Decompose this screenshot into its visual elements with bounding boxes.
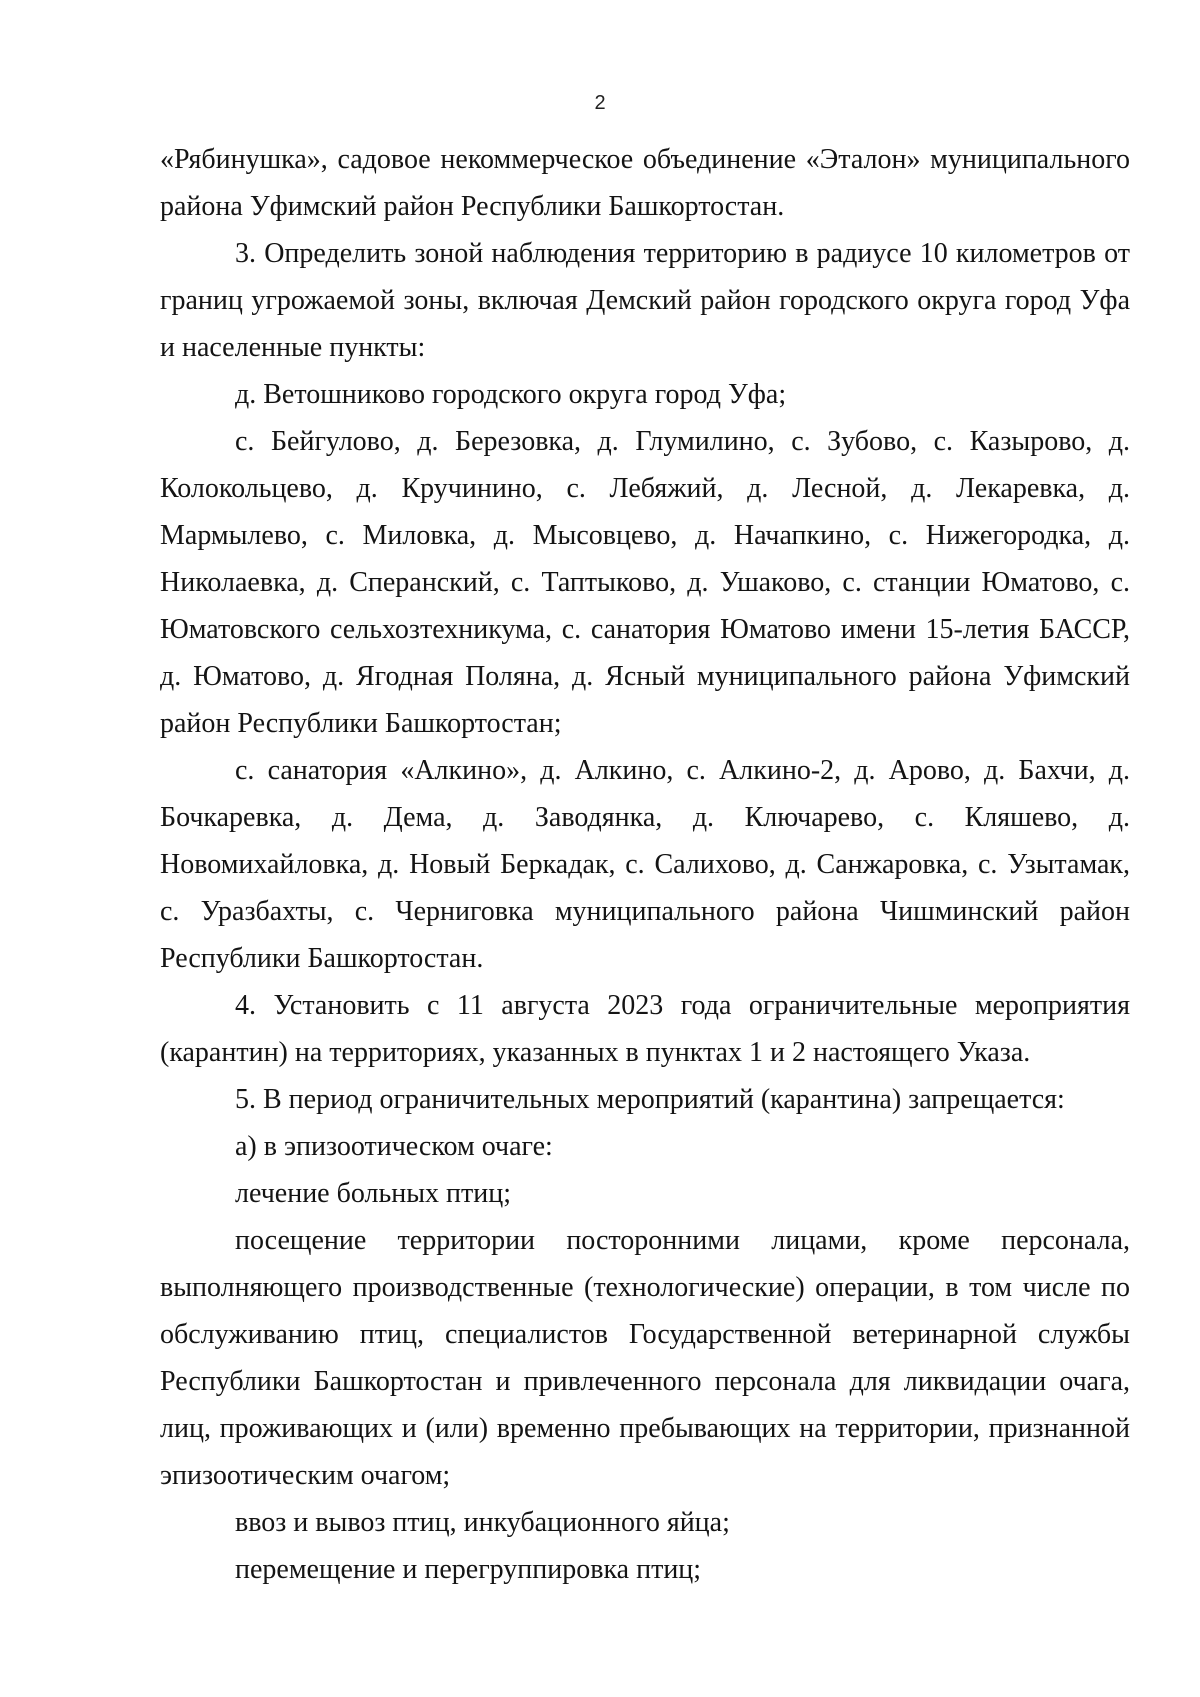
paragraph-ufa-settlement: д. Ветошниково городского округа город Уфа; xyxy=(235,379,787,410)
page-number: 2 xyxy=(594,92,606,114)
paragraph-item-5: 5. В период ограничительных мероприятий (карантина) запрещается: xyxy=(235,1084,1065,1115)
paragraph-continuation: «Рябинушка», садовое некоммерческое объединение «Эталон» муниципального района Уфимский район Республики Башкортостан. xyxy=(160,144,1130,222)
paragraph-item-4: 4. Установить с 11 августа 2023 года ограничительные мероприятия (карантин) на территориях, указанных в пунктах 1 и 2 настоящего Указа. xyxy=(160,990,1130,1068)
paragraph-movement-ban: перемещение и перегруппировка птиц; xyxy=(235,1554,702,1585)
paragraph-visit-ban: посещение территории посторонними лицами, кроме персонала, выполняющего производственные (технологические) операции, в том числе по обслуживанию птиц, специалистов Государственной ветеринарной службы Республики Башкортостан и привлеченного персонала для ликвидации очага, лиц, проживающих и (или) временно пребывающих на территории, признанной эпизоотическим очагом; xyxy=(160,1225,1130,1491)
paragraph-item-3: 3. Определить зоной наблюдения территорию в радиусе 10 километров от границ угрожаемой зоны, включая Демский район городского округа город Уфа и населенные пункты: xyxy=(160,238,1130,363)
paragraph-treatment-ban: лечение больных птиц; xyxy=(235,1178,511,1209)
paragraph-ufimsky-settlements: с. Бейгулово, д. Березовка, д. Глумилино, с. Зубово, с. Казырово, д. Колокольцево, д. Кручинино, с. Лебяжий, д. Лесной, д. Лекаревка, д. Мармылево, с. Миловка, д. Мысовцево, д. Начапкино, с. Нижегородка, д. Николаевка, д. Сперанский, с. Таптыково, д. Ушаково, с. станции Юматово, с. Юматовского сельхозтехникума, с. санатория Юматово имени 15-летия БАССР, д. Юматово, д. Ягодная Поляна, д. Ясный муниципального района Уфимский район Республики Башкортостан; xyxy=(160,426,1130,739)
paragraph-import-export-ban: ввоз и вывоз птиц, инкубационного яйца; xyxy=(235,1507,730,1538)
document-body xyxy=(160,136,1130,1593)
paragraph-subitem-a: а) в эпизоотическом очаге: xyxy=(235,1131,553,1162)
paragraph-chishminsky-settlements: с. санатория «Алкино», д. Алкино, с. Алкино-2, д. Арово, д. Бахчи, д. Бочкаревка, д. Дема, д. Заводянка, д. Ключарево, с. Кляшево, д. Новомихайловка, д. Новый Беркадак, с. Салихово, д. Санжаровка, с. Узытамак, с. Уразбахты, с. Черниговка муниципального района Чишминский район Республики Башкортостан. xyxy=(160,755,1130,974)
